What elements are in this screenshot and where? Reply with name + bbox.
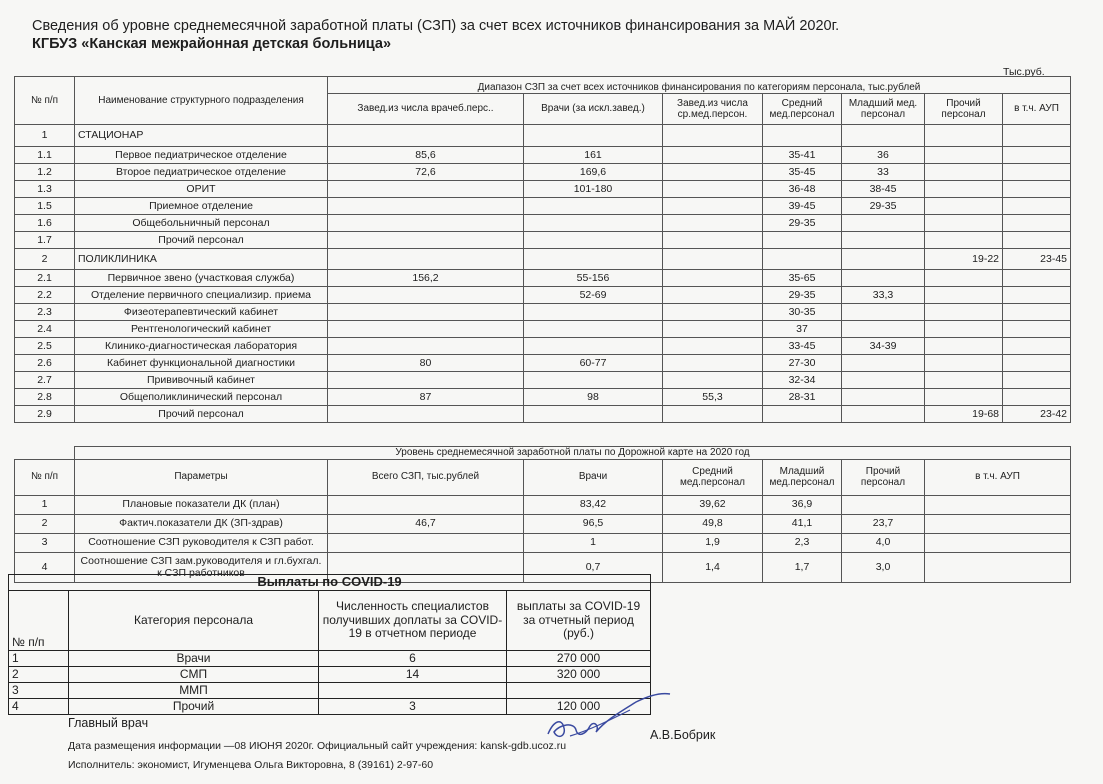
salary-value bbox=[763, 125, 842, 147]
salary-value bbox=[524, 249, 663, 270]
range-col-header: Врачи (за искл.завед.) bbox=[524, 94, 663, 125]
salary-value: 72,6 bbox=[328, 164, 524, 181]
dk-value: 39,62 bbox=[663, 495, 763, 514]
salary-value: 161 bbox=[524, 147, 663, 164]
dk-col-header: Младший мед.персонал bbox=[763, 459, 842, 495]
department-row bbox=[15, 232, 1071, 249]
staff-category: ММП bbox=[69, 683, 319, 699]
department-name: Клинико-диагностическая лаборатория bbox=[75, 338, 328, 355]
dk-value: 46,7 bbox=[328, 514, 524, 533]
salary-value bbox=[663, 287, 763, 304]
department-row bbox=[15, 181, 1071, 198]
salary-value bbox=[328, 232, 524, 249]
dk-value: 23,7 bbox=[842, 514, 925, 533]
salary-value bbox=[524, 215, 663, 232]
salary-value bbox=[1003, 270, 1071, 287]
department-row bbox=[15, 249, 1071, 270]
department-name: ОРИТ bbox=[75, 181, 328, 198]
salary-value bbox=[842, 389, 925, 406]
salary-value: 33,3 bbox=[842, 287, 925, 304]
salary-value bbox=[925, 287, 1003, 304]
department-row bbox=[15, 372, 1071, 389]
dk-value: 1 bbox=[524, 533, 663, 552]
salary-value: 19-68 bbox=[925, 406, 1003, 423]
salary-value: 169,6 bbox=[524, 164, 663, 181]
department-name: Прививочный кабинет bbox=[75, 372, 328, 389]
salary-value bbox=[328, 125, 524, 147]
row-number: 2 bbox=[15, 249, 75, 270]
row-number: 1.3 bbox=[15, 181, 75, 198]
salary-value bbox=[524, 125, 663, 147]
units-label: Тыс.руб. bbox=[1003, 66, 1045, 78]
department-row bbox=[15, 338, 1071, 355]
range-col-header: Средний мед.персонал bbox=[763, 94, 842, 125]
salary-value: 19-22 bbox=[925, 249, 1003, 270]
salary-value bbox=[842, 355, 925, 372]
department-row bbox=[15, 147, 1071, 164]
dk-row bbox=[15, 533, 1071, 552]
salary-value bbox=[1003, 125, 1071, 147]
department-name: Второе педиатрическое отделение bbox=[75, 164, 328, 181]
signature bbox=[540, 690, 680, 750]
row-number: 1.7 bbox=[15, 232, 75, 249]
salary-value bbox=[925, 338, 1003, 355]
department-row bbox=[15, 125, 1071, 147]
salary-value: 60-77 bbox=[524, 355, 663, 372]
row-number: 3 bbox=[15, 533, 75, 552]
dk-value: 3,0 bbox=[842, 552, 925, 582]
salary-value bbox=[842, 304, 925, 321]
salary-value bbox=[925, 164, 1003, 181]
row-number: 1.1 bbox=[15, 147, 75, 164]
row-number: 1 bbox=[9, 651, 69, 667]
salary-value: 38-45 bbox=[842, 181, 925, 198]
salary-value bbox=[663, 406, 763, 423]
salary-value: 27-30 bbox=[763, 355, 842, 372]
dk-col-header: Всего СЗП, тыс.рублей bbox=[328, 459, 524, 495]
salary-value bbox=[842, 270, 925, 287]
salary-value bbox=[1003, 287, 1071, 304]
payment-amount: 320 000 bbox=[507, 667, 651, 683]
salary-value: 98 bbox=[524, 389, 663, 406]
dk-value bbox=[925, 533, 1071, 552]
dk-value: 1,9 bbox=[663, 533, 763, 552]
covid-row bbox=[9, 651, 651, 667]
row-number: 2.8 bbox=[15, 389, 75, 406]
salary-value bbox=[925, 270, 1003, 287]
salary-value bbox=[663, 215, 763, 232]
row-number: 2.9 bbox=[15, 406, 75, 423]
salary-value bbox=[663, 181, 763, 198]
salary-value bbox=[328, 304, 524, 321]
col-department-header: Наименование структурного подразделения bbox=[75, 77, 328, 125]
salary-value: 28-31 bbox=[763, 389, 842, 406]
dk-value: 49,8 bbox=[663, 514, 763, 533]
department-name: Приемное отделение bbox=[75, 198, 328, 215]
department-name: Рентгенологический кабинет bbox=[75, 321, 328, 338]
department-name: Общебольничный персонал bbox=[75, 215, 328, 232]
salary-value: 29-35 bbox=[763, 215, 842, 232]
salary-value bbox=[842, 406, 925, 423]
salary-value bbox=[328, 287, 524, 304]
salary-value bbox=[328, 181, 524, 198]
department-row bbox=[15, 164, 1071, 181]
salary-value bbox=[925, 198, 1003, 215]
salary-value bbox=[524, 198, 663, 215]
dk-value: 83,42 bbox=[524, 495, 663, 514]
salary-value: 101-180 bbox=[524, 181, 663, 198]
report-title: Сведения об уровне среднемесячной заработной платы (СЗП) за счет всех источников финансирования за МАЙ 2020г. bbox=[32, 18, 840, 34]
row-number: 2 bbox=[15, 514, 75, 533]
salary-value bbox=[328, 215, 524, 232]
dk-value: 1,7 bbox=[763, 552, 842, 582]
dk-row bbox=[15, 514, 1071, 533]
range-col-header: Прочий персонал bbox=[925, 94, 1003, 125]
dk-value: 4,0 bbox=[842, 533, 925, 552]
dk-value bbox=[328, 495, 524, 514]
salary-value bbox=[663, 249, 763, 270]
covid-col-category-header: Категория персонала bbox=[69, 591, 319, 651]
salary-value: 156,2 bbox=[328, 270, 524, 287]
department-name: Прочий персонал bbox=[75, 232, 328, 249]
range-col-header: в т.ч. АУП bbox=[1003, 94, 1071, 125]
salary-value: 87 bbox=[328, 389, 524, 406]
dk-value bbox=[328, 533, 524, 552]
row-number: 4 bbox=[15, 552, 75, 582]
salary-value bbox=[1003, 304, 1071, 321]
row-number: 2.3 bbox=[15, 304, 75, 321]
salary-value bbox=[925, 215, 1003, 232]
salary-value bbox=[524, 304, 663, 321]
salary-value bbox=[663, 198, 763, 215]
salary-value bbox=[328, 406, 524, 423]
salary-value bbox=[663, 304, 763, 321]
staff-category: Врачи bbox=[69, 651, 319, 667]
salary-value bbox=[663, 232, 763, 249]
chief-doctor-name: А.В.Бобрик bbox=[650, 728, 716, 742]
salary-value: 55-156 bbox=[524, 270, 663, 287]
salary-value bbox=[763, 232, 842, 249]
staff-category: Прочий bbox=[69, 699, 319, 715]
executor-info: Исполнитель: экономист, Игуменцева Ольга Викторовна, 8 (39161) 2-97-60 bbox=[68, 759, 434, 771]
department-name: Первичное звено (участковая служба) bbox=[75, 270, 328, 287]
salary-value bbox=[842, 249, 925, 270]
salary-value: 29-35 bbox=[842, 198, 925, 215]
salary-value bbox=[1003, 147, 1071, 164]
salary-value bbox=[925, 181, 1003, 198]
range-col-header: Завед.из числа ср.мед.персон. bbox=[663, 94, 763, 125]
payment-amount: 120 000 bbox=[507, 699, 651, 715]
road-map-table bbox=[14, 446, 1071, 583]
salary-value bbox=[925, 232, 1003, 249]
staff-count: 14 bbox=[319, 667, 507, 683]
salary-value bbox=[524, 321, 663, 338]
covid-col-payment-header: выплаты за COVID-19 за отчетный период (руб.) bbox=[507, 591, 651, 651]
salary-value bbox=[663, 270, 763, 287]
salary-value bbox=[1003, 389, 1071, 406]
dk-value: 96,5 bbox=[524, 514, 663, 533]
department-row bbox=[15, 406, 1071, 423]
salary-value bbox=[1003, 198, 1071, 215]
salary-value: 32-34 bbox=[763, 372, 842, 389]
chief-doctor-label: Главный врач bbox=[68, 716, 149, 730]
salary-value bbox=[1003, 164, 1071, 181]
staff-count: 6 bbox=[319, 651, 507, 667]
salary-value bbox=[1003, 181, 1071, 198]
department-row bbox=[15, 355, 1071, 372]
salary-range-table bbox=[14, 76, 1071, 423]
staff-count: 3 bbox=[319, 699, 507, 715]
dk-value: 2,3 bbox=[763, 533, 842, 552]
department-name: Отделение первичного специализир. приема bbox=[75, 287, 328, 304]
department-name: Первое педиатрическое отделение bbox=[75, 147, 328, 164]
department-name: Прочий персонал bbox=[75, 406, 328, 423]
salary-value bbox=[524, 338, 663, 355]
range-col-header: Завед.из числа врачеб.перс.. bbox=[328, 94, 524, 125]
salary-value bbox=[842, 232, 925, 249]
salary-value: 23-45 bbox=[1003, 249, 1071, 270]
dk-value bbox=[842, 495, 925, 514]
publication-info: Дата размещения информации —08 ИЮНЯ 2020г. Официальный сайт учреждения: kansk-gdb.ucoz.ru bbox=[68, 740, 567, 752]
row-number: 1 bbox=[15, 495, 75, 514]
salary-value: 37 bbox=[763, 321, 842, 338]
department-row bbox=[15, 287, 1071, 304]
covid-col-number-header: № п/п bbox=[9, 591, 69, 651]
parameter-name: Соотношение СЗП зам.руководителя и гл.бухгал. к СЗП работников bbox=[75, 552, 328, 582]
salary-value bbox=[663, 355, 763, 372]
salary-value: 36 bbox=[842, 147, 925, 164]
salary-value: 23-42 bbox=[1003, 406, 1071, 423]
parameter-name: Соотношение СЗП руководителя к СЗП работ. bbox=[75, 533, 328, 552]
dk-value: 41,1 bbox=[763, 514, 842, 533]
salary-value bbox=[925, 372, 1003, 389]
department-row bbox=[15, 270, 1071, 287]
department-row bbox=[15, 215, 1071, 232]
dk-value: 0,7 bbox=[524, 552, 663, 582]
dk-col-header: Врачи bbox=[524, 459, 663, 495]
row-number: 2.6 bbox=[15, 355, 75, 372]
row-number: 2.2 bbox=[15, 287, 75, 304]
salary-value: 36-48 bbox=[763, 181, 842, 198]
row-number: 1 bbox=[15, 125, 75, 147]
row-number: 2.1 bbox=[15, 270, 75, 287]
dk-value bbox=[925, 514, 1071, 533]
salary-value: 29-35 bbox=[763, 287, 842, 304]
salary-value bbox=[663, 147, 763, 164]
salary-value bbox=[663, 125, 763, 147]
row-number: 2 bbox=[9, 667, 69, 683]
salary-value bbox=[842, 215, 925, 232]
salary-value: 33 bbox=[842, 164, 925, 181]
row-number: 1.5 bbox=[15, 198, 75, 215]
dk-value: 1,4 bbox=[663, 552, 763, 582]
dk-value: 36,9 bbox=[763, 495, 842, 514]
salary-value bbox=[1003, 232, 1071, 249]
range-col-header: Младший мед. персонал bbox=[842, 94, 925, 125]
salary-value bbox=[1003, 355, 1071, 372]
dk-col-header: Прочий персонал bbox=[842, 459, 925, 495]
department-row bbox=[15, 389, 1071, 406]
salary-value bbox=[328, 338, 524, 355]
parameter-name: Плановые показатели ДК (план) bbox=[75, 495, 328, 514]
salary-value bbox=[925, 355, 1003, 372]
salary-value: 85,6 bbox=[328, 147, 524, 164]
range-group-header: Диапазон СЗП за счет всех источников финансирования по категориям персонала, тыс.рублей bbox=[328, 77, 1071, 94]
salary-value bbox=[925, 304, 1003, 321]
salary-value bbox=[763, 406, 842, 423]
covid-col-count-header: Численность специалистов получивших доплаты за COVID-19 в отчетном периоде bbox=[319, 591, 507, 651]
covid-row bbox=[9, 667, 651, 683]
dk-value bbox=[925, 552, 1071, 582]
salary-value: 30-35 bbox=[763, 304, 842, 321]
staff-category: СМП bbox=[69, 667, 319, 683]
salary-value: 80 bbox=[328, 355, 524, 372]
row-number: 1.2 bbox=[15, 164, 75, 181]
payment-amount: 270 000 bbox=[507, 651, 651, 667]
organization-name: КГБУЗ «Канская межрайонная детская больница» bbox=[32, 36, 392, 52]
dk-value bbox=[925, 495, 1071, 514]
salary-value bbox=[1003, 321, 1071, 338]
salary-value bbox=[842, 125, 925, 147]
salary-value bbox=[1003, 215, 1071, 232]
department-row bbox=[15, 304, 1071, 321]
parameter-name: Фактич.показатели ДК (ЗП-здрав) bbox=[75, 514, 328, 533]
salary-value bbox=[328, 372, 524, 389]
row-number: 2.4 bbox=[15, 321, 75, 338]
dk-col-params-header: Параметры bbox=[75, 459, 328, 495]
salary-value: 34-39 bbox=[842, 338, 925, 355]
salary-value bbox=[1003, 372, 1071, 389]
department-name: Физеотерапевтический кабинет bbox=[75, 304, 328, 321]
department-name: Общеполиклинический персонал bbox=[75, 389, 328, 406]
salary-value: 52-69 bbox=[524, 287, 663, 304]
salary-value: 35-65 bbox=[763, 270, 842, 287]
dk-row bbox=[15, 495, 1071, 514]
salary-value bbox=[763, 249, 842, 270]
salary-value: 35-41 bbox=[763, 147, 842, 164]
salary-value bbox=[842, 321, 925, 338]
salary-value: 39-45 bbox=[763, 198, 842, 215]
salary-value bbox=[663, 338, 763, 355]
salary-value bbox=[1003, 338, 1071, 355]
department-row bbox=[15, 321, 1071, 338]
salary-value bbox=[663, 164, 763, 181]
salary-value bbox=[328, 249, 524, 270]
salary-value: 55,3 bbox=[663, 389, 763, 406]
department-row bbox=[15, 198, 1071, 215]
salary-value bbox=[925, 147, 1003, 164]
row-number: 2.5 bbox=[15, 338, 75, 355]
salary-value bbox=[842, 372, 925, 389]
dk-col-number-header: № п/п bbox=[15, 459, 75, 495]
department-name: Кабинет функциональной диагностики bbox=[75, 355, 328, 372]
col-number-header: № п/п bbox=[15, 77, 75, 125]
salary-value: 35-45 bbox=[763, 164, 842, 181]
covid-title: Выплаты по COVID-19 bbox=[9, 575, 651, 591]
salary-value bbox=[663, 372, 763, 389]
row-number: 1.6 bbox=[15, 215, 75, 232]
salary-value: 33-45 bbox=[763, 338, 842, 355]
salary-value bbox=[328, 198, 524, 215]
salary-value bbox=[925, 321, 1003, 338]
salary-value bbox=[663, 321, 763, 338]
salary-value bbox=[524, 232, 663, 249]
department-name: СТАЦИОНАР bbox=[75, 125, 328, 147]
road-map-title: Уровень среднемесячной заработной платы по Дорожной карте на 2020 год bbox=[75, 447, 1071, 460]
salary-value bbox=[925, 125, 1003, 147]
salary-value bbox=[524, 372, 663, 389]
dk-col-header: Средний мед.персонал bbox=[663, 459, 763, 495]
salary-value bbox=[925, 389, 1003, 406]
row-number: 2.7 bbox=[15, 372, 75, 389]
salary-value bbox=[524, 406, 663, 423]
dk-col-header: в т.ч. АУП bbox=[925, 459, 1071, 495]
row-number: 3 bbox=[9, 683, 69, 699]
row-number: 4 bbox=[9, 699, 69, 715]
salary-value bbox=[328, 321, 524, 338]
department-name: ПОЛИКЛИНИКА bbox=[75, 249, 328, 270]
staff-count bbox=[319, 683, 507, 699]
